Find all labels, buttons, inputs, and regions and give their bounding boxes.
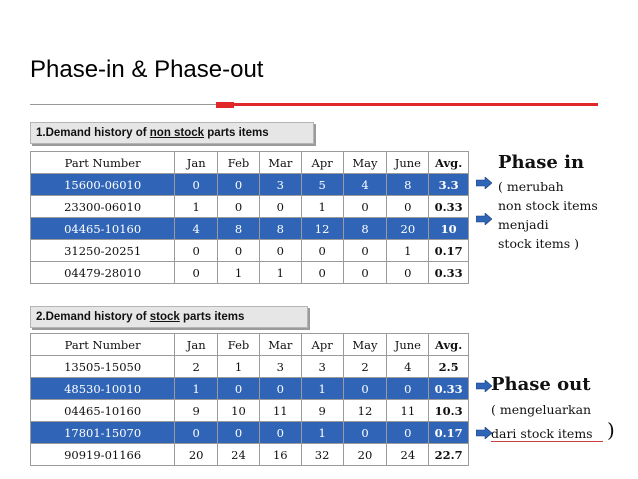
arrow-right-icon <box>476 177 492 189</box>
avg-cell: 22.7 <box>429 444 469 466</box>
table-row <box>31 444 469 466</box>
avg-cell: 0.33 <box>429 262 469 284</box>
month-cell: 12 <box>343 400 387 422</box>
table-row <box>31 196 469 218</box>
avg-cell: 10 <box>429 218 469 240</box>
month-cell: 12 <box>301 218 343 240</box>
month-cell: 1 <box>387 240 429 262</box>
table-header-row <box>31 334 469 356</box>
month-cell: 8 <box>259 218 301 240</box>
month-cell: 0 <box>301 240 343 262</box>
table1-caption <box>30 122 314 144</box>
table-row <box>31 218 469 240</box>
month-cell: 0 <box>387 196 429 218</box>
month-cell: 11 <box>259 400 301 422</box>
month-cell: 0 <box>343 196 387 218</box>
arrow-right-icon <box>476 380 492 392</box>
month-cell: 5 <box>301 174 343 196</box>
month-cell: 0 <box>343 378 387 400</box>
avg-cell: 0.33 <box>429 378 469 400</box>
month-cell: 0 <box>175 174 218 196</box>
month-cell: 0 <box>218 196 260 218</box>
phase-in-description <box>498 177 598 253</box>
table2-caption-underlined: stock <box>149 311 180 323</box>
phase-in-line: menjadi <box>498 217 549 232</box>
column-header: Mar <box>259 152 301 174</box>
title-accent-block <box>216 102 234 108</box>
part-number-cell: 04465-10160 <box>31 400 175 422</box>
slide-title: Phase-in & Phase-out <box>30 56 264 83</box>
month-cell: 32 <box>301 444 343 466</box>
table-row <box>31 378 469 400</box>
part-number-cell: 31250-20251 <box>31 240 175 262</box>
month-cell: 0 <box>387 422 429 444</box>
month-cell: 0 <box>387 262 429 284</box>
phase-out-heading: Phase out <box>491 374 591 395</box>
month-cell: 0 <box>218 240 260 262</box>
month-cell: 4 <box>175 218 218 240</box>
month-cell: 1 <box>301 196 343 218</box>
column-header: Jan <box>175 334 218 356</box>
table2-caption <box>30 306 308 328</box>
column-header: Feb <box>218 152 260 174</box>
month-cell: 16 <box>259 444 301 466</box>
column-header: Apr <box>301 334 343 356</box>
month-cell: 0 <box>218 174 260 196</box>
phase-out-line: ( mengeluarkan <box>491 402 592 417</box>
month-cell: 20 <box>175 444 218 466</box>
part-number-cell: 17801-15070 <box>31 422 175 444</box>
column-header: Feb <box>218 334 260 356</box>
arrow-right-icon <box>476 213 492 225</box>
column-header: Avg. <box>429 334 469 356</box>
month-cell: 0 <box>175 262 218 284</box>
phase-out-line: dari stock items <box>491 426 593 441</box>
avg-cell: 2.5 <box>429 356 469 378</box>
month-cell: 1 <box>218 356 260 378</box>
month-cell: 0 <box>175 422 218 444</box>
column-header: June <box>387 152 429 174</box>
phase-in-heading: Phase in <box>498 152 585 173</box>
month-cell: 24 <box>218 444 260 466</box>
phase-in-line: non stock items <box>498 198 598 213</box>
month-cell: 9 <box>301 400 343 422</box>
table-row <box>31 174 469 196</box>
month-cell: 20 <box>343 444 387 466</box>
month-cell: 1 <box>175 196 218 218</box>
month-cell: 0 <box>218 378 260 400</box>
part-number-cell: 23300-06010 <box>31 196 175 218</box>
month-cell: 0 <box>259 196 301 218</box>
phase-in-line: stock items ) <box>498 236 580 251</box>
month-cell: 0 <box>343 422 387 444</box>
month-cell: 0 <box>343 240 387 262</box>
phase-out-closing-paren: ) <box>607 418 615 442</box>
month-cell: 4 <box>387 356 429 378</box>
month-cell: 4 <box>343 174 387 196</box>
column-header: Apr <box>301 152 343 174</box>
column-header: May <box>343 152 387 174</box>
demand-table-stock <box>30 333 469 466</box>
table1-caption-underlined: non stock <box>149 127 205 139</box>
part-number-cell: 04479-28010 <box>31 262 175 284</box>
column-header: Jan <box>175 152 218 174</box>
title-accent-line <box>234 103 598 106</box>
month-cell: 8 <box>343 218 387 240</box>
month-cell: 0 <box>387 378 429 400</box>
month-cell: 3 <box>259 356 301 378</box>
month-cell: 20 <box>387 218 429 240</box>
table-row <box>31 356 469 378</box>
month-cell: 0 <box>175 240 218 262</box>
table1-caption-prefix: 1.Demand history of <box>36 127 147 139</box>
part-number-cell: 15600-06010 <box>31 174 175 196</box>
table1-caption-suffix: parts items <box>207 127 269 139</box>
month-cell: 9 <box>175 400 218 422</box>
table-row <box>31 262 469 284</box>
month-cell: 1 <box>301 422 343 444</box>
avg-cell: 0.33 <box>429 196 469 218</box>
column-header: Part Number <box>31 334 175 356</box>
month-cell: 3 <box>259 174 301 196</box>
part-number-cell: 04465-10160 <box>31 218 175 240</box>
month-cell: 2 <box>175 356 218 378</box>
month-cell: 0 <box>343 262 387 284</box>
month-cell: 11 <box>387 400 429 422</box>
table-header-row <box>31 152 469 174</box>
month-cell: 24 <box>387 444 429 466</box>
phase-out-underline <box>491 441 603 442</box>
phase-in-line: ( merubah <box>498 179 564 194</box>
column-header: June <box>387 334 429 356</box>
month-cell: 0 <box>259 240 301 262</box>
table2-caption-prefix: 2.Demand history of <box>36 311 147 323</box>
column-header: May <box>343 334 387 356</box>
table-row <box>31 240 469 262</box>
avg-cell: 10.3 <box>429 400 469 422</box>
month-cell: 1 <box>175 378 218 400</box>
month-cell: 0 <box>301 262 343 284</box>
month-cell: 2 <box>343 356 387 378</box>
month-cell: 3 <box>301 356 343 378</box>
table2-caption-suffix: parts items <box>183 311 245 323</box>
month-cell: 0 <box>259 422 301 444</box>
demand-table-nonstock <box>30 151 469 284</box>
avg-cell: 3.3 <box>429 174 469 196</box>
table-row <box>31 422 469 444</box>
month-cell: 1 <box>218 262 260 284</box>
month-cell: 0 <box>218 422 260 444</box>
part-number-cell: 48530-10010 <box>31 378 175 400</box>
arrow-right-icon <box>476 427 492 439</box>
part-number-cell: 13505-15050 <box>31 356 175 378</box>
month-cell: 10 <box>218 400 260 422</box>
month-cell: 1 <box>259 262 301 284</box>
month-cell: 8 <box>387 174 429 196</box>
part-number-cell: 90919-01166 <box>31 444 175 466</box>
table-row <box>31 400 469 422</box>
column-header: Avg. <box>429 152 469 174</box>
month-cell: 1 <box>301 378 343 400</box>
avg-cell: 0.17 <box>429 240 469 262</box>
avg-cell: 0.17 <box>429 422 469 444</box>
column-header: Part Number <box>31 152 175 174</box>
month-cell: 8 <box>218 218 260 240</box>
column-header: Mar <box>259 334 301 356</box>
month-cell: 0 <box>259 378 301 400</box>
